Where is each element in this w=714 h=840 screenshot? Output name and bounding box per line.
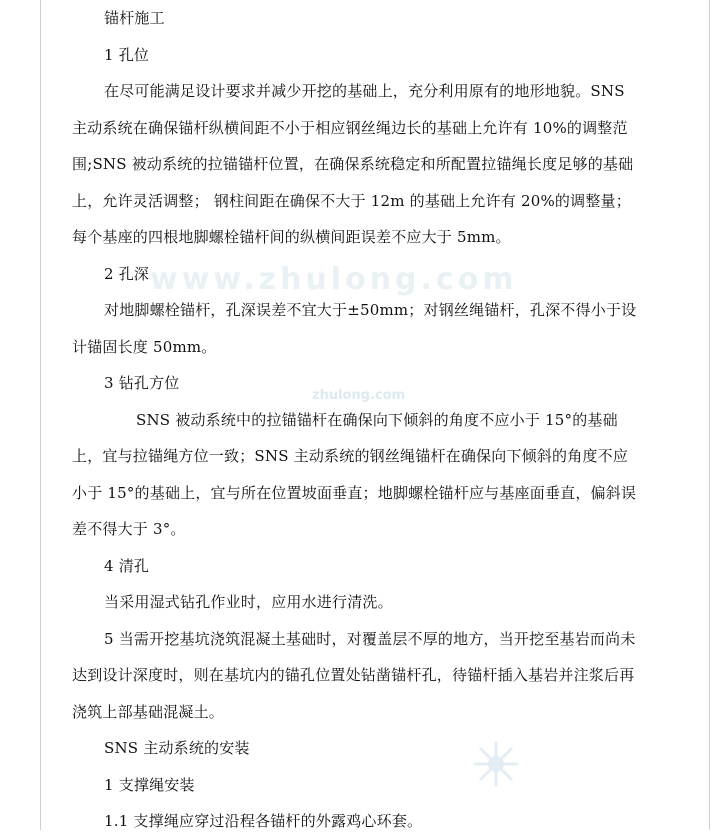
paragraph: 当采用湿式钻孔作业时，应用水进行清洗。 [104,593,393,611]
page-left-edge [40,0,41,830]
page-right-edge [709,0,710,830]
paragraph: 1.1 支撑绳应穿过沿程各锚杆的外露鸡心环套。 [104,812,423,830]
subsection-heading: 1 支撑绳安装 [104,775,195,794]
paragraph: 对地脚螺栓锚杆，孔深误差不宜大于±50mm；对钢丝绳锚杆，孔深不得小于设计锚固长度 50mm。 [72,301,637,356]
section-heading: SNS 主动系统的安装 [104,739,250,757]
subsection-heading: 3 钻孔方位 [104,374,180,392]
subsection-heading: 2 孔深 [104,264,150,283]
section-heading: 锚杆施工 [104,9,165,27]
watermark-logo: zhulong.com [312,388,406,403]
document-body [72,0,638,840]
paragraph: 在尽可能满足设计要求并减少开挖的基础上，充分利用原有的地形地貌。SNS主动系统在确保锚杆纵横间距不小于相应钢丝绳边长的基础上允许有 10%的调整范围;SNS 被动系统的拉锚锚杆位置，在确保系统稳定和所配置拉锚绳长度足够的基础上，允许灵活调整； 钢柱间距在确保不大于 12m 的基础上允许有 20%的调整量； 每个基座的四根地脚螺栓锚杆间的纵横间距误差不应大于 5mm。 [72,82,634,246]
paragraph: SNS 被动系统中的拉锚锚杆在确保向下倾斜的角度不应小于 15°的基础上，宜与拉锚绳方位一致；SNS 主动系统的钢丝绳锚杆在确保向下倾斜的角度不应小于 15°的基础上，宜与所在位置坡面垂直；地脚螺栓锚杆应与基座面垂直，偏斜误差不得大于 3°。 [72,410,637,538]
paragraph: 5 当需开挖基坑浇筑混凝土基础时，对覆盖层不厚的地方，当开挖至基岩而尚未达到设计深度时，则在基坑内的锚孔位置处钻凿锚杆孔，待锚杆插入基岩并注浆后再浇筑上部基础混凝土。 [72,629,636,721]
subsection-heading: 4 清孔 [104,556,150,575]
watermark-url: www.zhulong.com [150,262,518,297]
subsection-heading: 1 孔位 [104,45,150,64]
